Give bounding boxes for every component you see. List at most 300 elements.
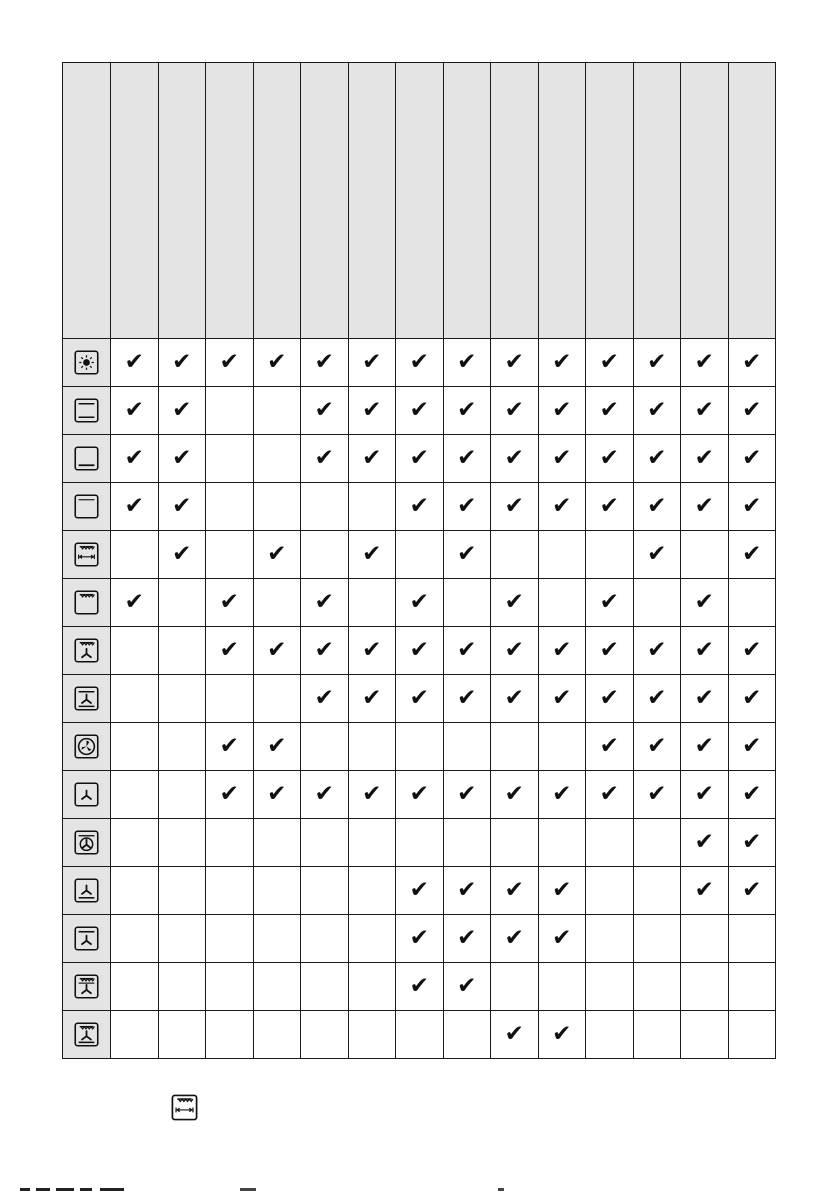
table-cell	[396, 963, 444, 1011]
check-mark: ✔	[409, 685, 429, 711]
turbo-grill-icon	[63, 627, 111, 675]
check-mark: ✔	[552, 877, 572, 903]
table-cell	[396, 675, 444, 723]
check-mark: ✔	[124, 349, 144, 375]
table-cell	[633, 723, 681, 771]
table-cell	[301, 339, 349, 387]
table-cell	[443, 531, 491, 579]
table-cell	[491, 531, 539, 579]
check-mark: ✔	[409, 397, 429, 423]
check-mark: ✔	[694, 589, 714, 615]
check-mark: ✔	[457, 973, 477, 999]
check-mark: ✔	[409, 925, 429, 951]
header-cell	[443, 63, 491, 339]
table-cell	[633, 579, 681, 627]
table-cell	[681, 675, 729, 723]
header-cell	[586, 63, 634, 339]
table-cell	[443, 675, 491, 723]
table-cell	[586, 963, 634, 1011]
check-mark: ✔	[742, 829, 762, 855]
table-cell	[206, 435, 254, 483]
table-cell	[348, 483, 396, 531]
table-cell	[301, 579, 349, 627]
check-mark: ✔	[124, 589, 144, 615]
table-cell	[253, 819, 301, 867]
table-cell	[301, 435, 349, 483]
check-mark: ✔	[504, 397, 524, 423]
table-cell	[396, 723, 444, 771]
table-cell	[491, 579, 539, 627]
table-cell	[301, 675, 349, 723]
table-row	[63, 483, 776, 531]
table-cell	[158, 915, 206, 963]
table-cell	[396, 915, 444, 963]
table-cell	[348, 963, 396, 1011]
check-mark: ✔	[504, 781, 524, 807]
table-cell	[633, 531, 681, 579]
table-cell	[206, 675, 254, 723]
table-cell	[586, 531, 634, 579]
check-mark: ✔	[409, 637, 429, 663]
table-cell	[538, 915, 586, 963]
table-cell	[633, 963, 681, 1011]
check-mark: ✔	[267, 781, 287, 807]
table-cell	[728, 627, 776, 675]
check-mark: ✔	[457, 397, 477, 423]
table-cell	[491, 387, 539, 435]
table-cell	[253, 579, 301, 627]
table-cell	[158, 435, 206, 483]
table-cell	[728, 771, 776, 819]
table-cell	[681, 963, 729, 1011]
table-cell	[728, 867, 776, 915]
table-cell	[111, 531, 159, 579]
header-cell	[301, 63, 349, 339]
table-cell	[728, 915, 776, 963]
check-mark: ✔	[599, 781, 619, 807]
check-mark: ✔	[409, 349, 429, 375]
check-mark: ✔	[599, 637, 619, 663]
check-mark: ✔	[504, 589, 524, 615]
header-cell	[728, 63, 776, 339]
table-cell	[301, 387, 349, 435]
header-cell	[111, 63, 159, 339]
true-fan-cooking-icon	[63, 723, 111, 771]
table-cell	[443, 579, 491, 627]
table-cell	[158, 819, 206, 867]
table-cell	[158, 579, 206, 627]
check-mark: ✔	[504, 445, 524, 471]
table-cell	[253, 339, 301, 387]
table-cell	[491, 963, 539, 1011]
check-mark: ✔	[219, 589, 239, 615]
check-mark: ✔	[457, 925, 477, 951]
table-cell	[158, 723, 206, 771]
table-cell	[158, 387, 206, 435]
table-cell	[681, 387, 729, 435]
table-cell	[111, 963, 159, 1011]
table-cell	[396, 1011, 444, 1059]
table-cell	[538, 819, 586, 867]
table-cell	[111, 627, 159, 675]
table-cell	[253, 387, 301, 435]
check-mark: ✔	[552, 1021, 572, 1047]
check-mark: ✔	[362, 541, 382, 567]
table-row	[63, 675, 776, 723]
table-cell	[348, 675, 396, 723]
table-cell	[396, 387, 444, 435]
table-cell	[348, 819, 396, 867]
table-cell	[538, 771, 586, 819]
table-cell	[253, 963, 301, 1011]
table-cell	[443, 387, 491, 435]
function-matrix-table	[62, 62, 776, 1059]
check-mark: ✔	[409, 781, 429, 807]
check-mark: ✔	[742, 445, 762, 471]
table-cell	[586, 723, 634, 771]
table-cell	[538, 339, 586, 387]
check-mark: ✔	[219, 637, 239, 663]
table-cell	[538, 627, 586, 675]
check-mark: ✔	[124, 397, 144, 423]
check-mark: ✔	[694, 445, 714, 471]
table-cell	[206, 1011, 254, 1059]
table-cell	[253, 771, 301, 819]
table-cell	[253, 915, 301, 963]
table-cell	[206, 627, 254, 675]
check-mark: ✔	[172, 397, 192, 423]
check-mark: ✔	[267, 733, 287, 759]
table-row	[63, 963, 776, 1011]
table-cell	[491, 771, 539, 819]
table-cell	[158, 867, 206, 915]
check-mark: ✔	[742, 877, 762, 903]
check-mark: ✔	[314, 397, 334, 423]
check-mark: ✔	[314, 445, 334, 471]
fan-grill-bottom-heat-icon	[63, 1011, 111, 1059]
table-cell	[158, 675, 206, 723]
table-cell	[301, 867, 349, 915]
header-corner-cell	[63, 63, 111, 339]
check-mark: ✔	[362, 445, 382, 471]
table-cell	[586, 579, 634, 627]
check-mark: ✔	[457, 493, 477, 519]
table-cell	[158, 963, 206, 1011]
table-cell	[586, 387, 634, 435]
table-cell	[728, 387, 776, 435]
table-cell	[538, 579, 586, 627]
check-mark: ✔	[552, 349, 572, 375]
table-cell	[491, 483, 539, 531]
table-cell	[253, 675, 301, 723]
table-cell	[206, 531, 254, 579]
table-cell	[443, 435, 491, 483]
check-mark: ✔	[694, 829, 714, 855]
table-cell	[538, 867, 586, 915]
check-mark: ✔	[694, 685, 714, 711]
table-cell	[728, 579, 776, 627]
table-row	[63, 435, 776, 483]
table-cell	[158, 531, 206, 579]
check-mark: ✔	[219, 781, 239, 807]
fan-bottom-heat-icon	[63, 867, 111, 915]
check-mark: ✔	[172, 493, 192, 519]
table-cell	[681, 339, 729, 387]
check-mark: ✔	[647, 349, 667, 375]
check-mark: ✔	[742, 541, 762, 567]
check-mark: ✔	[694, 349, 714, 375]
table-cell	[443, 963, 491, 1011]
table-cell	[633, 867, 681, 915]
table-cell	[111, 435, 159, 483]
table-cell	[491, 723, 539, 771]
table-cell	[491, 867, 539, 915]
check-mark: ✔	[599, 445, 619, 471]
table-cell	[158, 1011, 206, 1059]
check-mark: ✔	[647, 685, 667, 711]
check-mark: ✔	[314, 685, 334, 711]
table-cell	[681, 435, 729, 483]
check-mark: ✔	[742, 685, 762, 711]
header-cell	[158, 63, 206, 339]
table-cell	[586, 867, 634, 915]
check-mark: ✔	[172, 349, 192, 375]
check-mark: ✔	[267, 637, 287, 663]
table-cell	[443, 627, 491, 675]
table-cell	[491, 675, 539, 723]
table-cell	[633, 627, 681, 675]
check-mark: ✔	[552, 925, 572, 951]
table-cell	[396, 867, 444, 915]
check-mark: ✔	[599, 493, 619, 519]
table-cell	[158, 483, 206, 531]
oven-lamp-icon	[63, 339, 111, 387]
table-cell	[443, 339, 491, 387]
table-cell	[728, 531, 776, 579]
table-cell	[728, 1011, 776, 1059]
check-mark: ✔	[552, 685, 572, 711]
check-mark: ✔	[599, 349, 619, 375]
check-mark: ✔	[409, 589, 429, 615]
header-cell	[396, 63, 444, 339]
check-mark: ✔	[314, 349, 334, 375]
top-heat-icon	[63, 483, 111, 531]
table-cell	[253, 627, 301, 675]
table-cell	[586, 435, 634, 483]
table-cell	[633, 819, 681, 867]
table-cell	[396, 579, 444, 627]
table-row	[63, 915, 776, 963]
table-cell	[538, 723, 586, 771]
table-row	[63, 387, 776, 435]
table-cell	[728, 339, 776, 387]
check-mark: ✔	[694, 493, 714, 519]
check-mark: ✔	[457, 445, 477, 471]
header-cell	[206, 63, 254, 339]
table-cell	[253, 1011, 301, 1059]
table-cell	[111, 771, 159, 819]
table-cell	[348, 915, 396, 963]
header-cell	[633, 63, 681, 339]
bottom-heat-icon	[63, 435, 111, 483]
check-mark: ✔	[694, 733, 714, 759]
check-mark: ✔	[599, 589, 619, 615]
check-mark: ✔	[599, 685, 619, 711]
table-cell	[586, 675, 634, 723]
table-cell	[348, 387, 396, 435]
check-mark: ✔	[314, 781, 334, 807]
check-mark: ✔	[694, 637, 714, 663]
table-cell	[538, 675, 586, 723]
table-cell	[728, 723, 776, 771]
check-mark: ✔	[457, 637, 477, 663]
check-mark: ✔	[694, 397, 714, 423]
table-row	[63, 579, 776, 627]
table-cell	[206, 579, 254, 627]
check-mark: ✔	[409, 973, 429, 999]
table-cell	[111, 675, 159, 723]
grill-icon	[63, 579, 111, 627]
check-mark: ✔	[742, 733, 762, 759]
check-mark: ✔	[552, 637, 572, 663]
table-cell	[443, 723, 491, 771]
table-cell	[158, 771, 206, 819]
table-cell	[348, 723, 396, 771]
table-cell	[206, 339, 254, 387]
header-cell	[348, 63, 396, 339]
table-cell	[206, 963, 254, 1011]
check-mark: ✔	[267, 349, 287, 375]
table-cell	[586, 339, 634, 387]
table-cell	[301, 627, 349, 675]
table-cell	[538, 435, 586, 483]
header-cell	[491, 63, 539, 339]
fan-top-bottom-heat-icon	[63, 675, 111, 723]
check-mark: ✔	[647, 445, 667, 471]
table-cell	[111, 1011, 159, 1059]
table-cell	[301, 723, 349, 771]
table-cell	[538, 1011, 586, 1059]
table-row	[63, 627, 776, 675]
fan-ring-top-heat-icon	[63, 819, 111, 867]
table-cell	[633, 483, 681, 531]
check-mark: ✔	[552, 493, 572, 519]
check-mark: ✔	[552, 781, 572, 807]
table-cell	[586, 819, 634, 867]
table-cell	[728, 963, 776, 1011]
table-cell	[633, 1011, 681, 1059]
check-mark: ✔	[599, 397, 619, 423]
check-mark: ✔	[457, 349, 477, 375]
table-cell	[396, 531, 444, 579]
check-mark: ✔	[504, 1021, 524, 1047]
check-mark: ✔	[172, 445, 192, 471]
table-cell	[633, 435, 681, 483]
table-cell	[491, 435, 539, 483]
table-cell	[586, 771, 634, 819]
table-cell	[206, 723, 254, 771]
table-cell	[443, 819, 491, 867]
check-mark: ✔	[362, 781, 382, 807]
header-row	[63, 63, 776, 339]
check-mark: ✔	[314, 637, 334, 663]
check-mark: ✔	[742, 349, 762, 375]
check-mark: ✔	[552, 397, 572, 423]
check-mark: ✔	[504, 925, 524, 951]
table-cell	[491, 1011, 539, 1059]
check-mark: ✔	[314, 589, 334, 615]
table-cell	[348, 579, 396, 627]
table-cell	[158, 627, 206, 675]
table-cell	[681, 771, 729, 819]
table-row	[63, 819, 776, 867]
table-cell	[111, 819, 159, 867]
table-cell	[301, 771, 349, 819]
top-bottom-heat-icon	[63, 387, 111, 435]
table-cell	[538, 387, 586, 435]
table-cell	[253, 531, 301, 579]
check-mark: ✔	[219, 349, 239, 375]
table-cell	[728, 483, 776, 531]
table-cell	[348, 339, 396, 387]
table-cell	[681, 1011, 729, 1059]
table-cell	[443, 1011, 491, 1059]
table-cell	[586, 483, 634, 531]
table-cell	[301, 1011, 349, 1059]
table-cell	[348, 627, 396, 675]
table-cell	[111, 579, 159, 627]
table-cell	[396, 435, 444, 483]
table-row	[63, 867, 776, 915]
check-mark: ✔	[599, 733, 619, 759]
table-cell	[348, 435, 396, 483]
table-cell	[681, 627, 729, 675]
check-mark: ✔	[742, 637, 762, 663]
check-mark: ✔	[124, 493, 144, 519]
check-mark: ✔	[647, 781, 667, 807]
table-cell	[253, 723, 301, 771]
check-mark: ✔	[742, 397, 762, 423]
table-cell	[586, 1011, 634, 1059]
check-mark: ✔	[647, 493, 667, 519]
table-cell	[681, 867, 729, 915]
check-mark: ✔	[504, 637, 524, 663]
check-mark: ✔	[409, 493, 429, 519]
table-cell	[206, 915, 254, 963]
fan-icon	[63, 771, 111, 819]
table-cell	[586, 915, 634, 963]
check-mark: ✔	[219, 733, 239, 759]
check-mark: ✔	[504, 349, 524, 375]
table-cell	[206, 867, 254, 915]
table-cell	[301, 963, 349, 1011]
table-cell	[633, 339, 681, 387]
table-cell	[348, 1011, 396, 1059]
check-mark: ✔	[362, 349, 382, 375]
check-mark: ✔	[694, 781, 714, 807]
fan-grill-icon	[63, 963, 111, 1011]
check-mark: ✔	[124, 445, 144, 471]
check-mark: ✔	[457, 541, 477, 567]
table-cell	[396, 339, 444, 387]
table-cell	[586, 627, 634, 675]
table-cell	[253, 483, 301, 531]
header-cell	[538, 63, 586, 339]
check-mark: ✔	[409, 877, 429, 903]
check-mark: ✔	[504, 493, 524, 519]
table-cell	[158, 339, 206, 387]
table-row	[63, 723, 776, 771]
